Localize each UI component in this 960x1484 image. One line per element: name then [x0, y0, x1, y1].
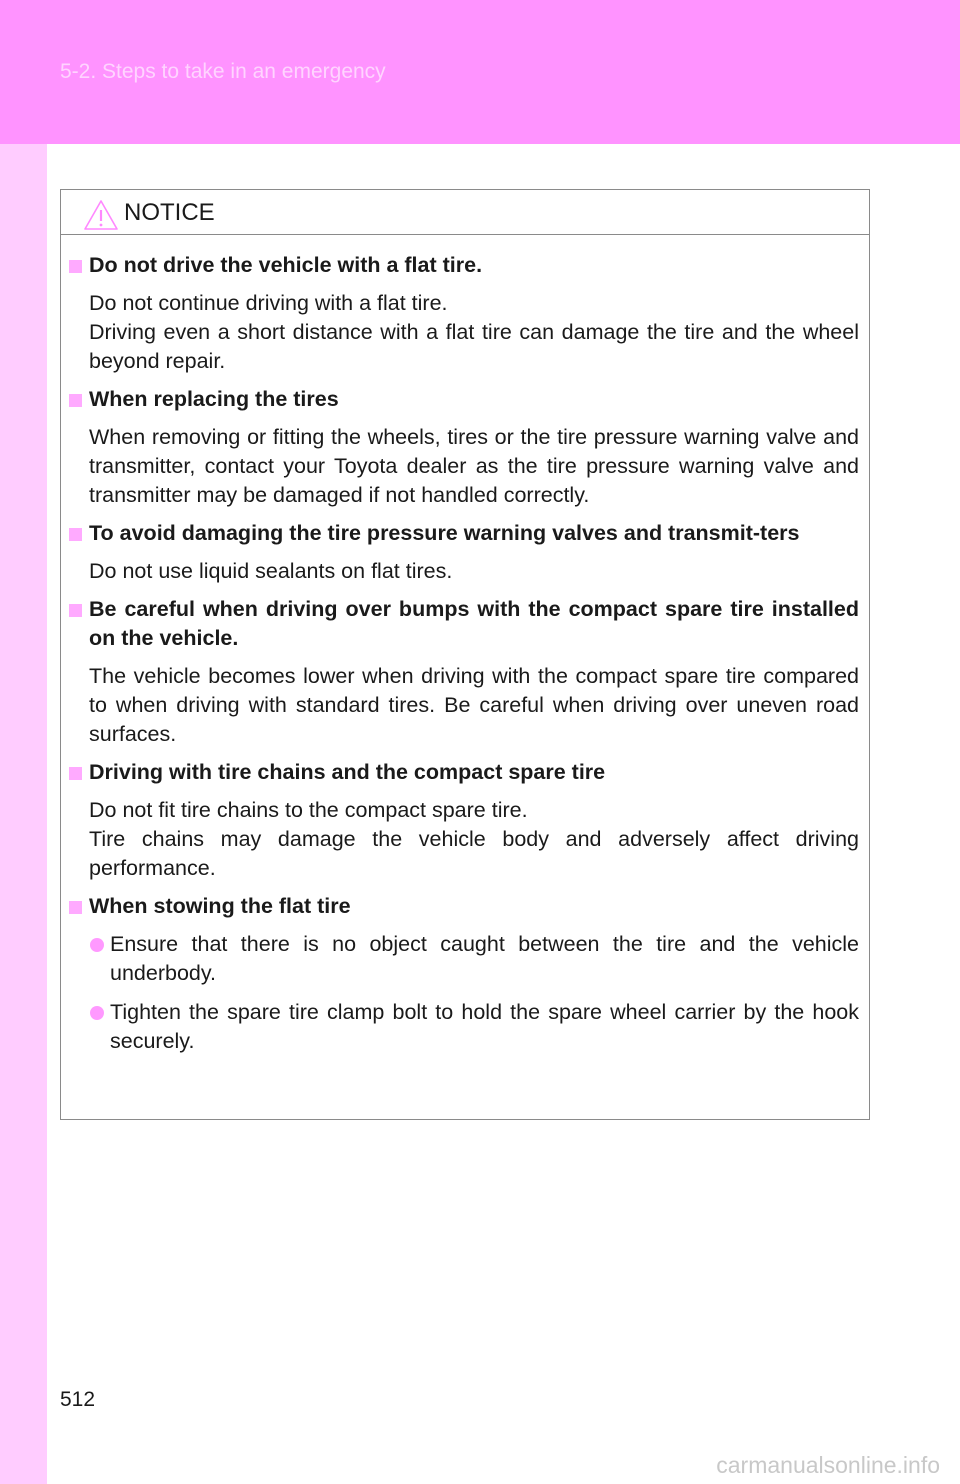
list-item: Tighten the spare tire clamp bolt to hold the spare wheel carrier by the hook securely.	[69, 998, 859, 1056]
section-title: 5-2. Steps to take in an emergency	[60, 60, 386, 83]
warning-triangle-icon	[83, 199, 119, 231]
section-paragraph: When removing or fitting the wheels, tires or the tire pressure warning valve and transmitter, contact your Toyota dealer as the tire pressure warning valve and transmitter may be damaged if not handled correctly.	[89, 425, 859, 507]
section-paragraph: Do not continue driving with a flat tire. Driving even a short distance with a flat tire can damage the tire and the wheel beyond repair.	[89, 291, 859, 373]
page-number: 512	[60, 1388, 96, 1411]
notice-header	[61, 190, 869, 235]
section-paragraph: The vehicle becomes lower when driving with the compact spare tire compared to when driving with standard tires. Be careful when driving over uneven road surfaces.	[89, 664, 859, 746]
notice-body	[61, 235, 869, 1056]
square-bullet-icon	[69, 260, 82, 273]
section-heading: Do not drive the vehicle with a flat tire.	[69, 251, 859, 280]
watermark: carmanualsonline.info	[716, 1452, 940, 1478]
circle-bullet-icon	[90, 1006, 104, 1020]
list-item: Ensure that there is no object caught between the tire and the vehicle underbody.	[69, 930, 859, 988]
square-bullet-icon	[69, 528, 82, 541]
square-bullet-icon	[69, 901, 82, 914]
section-heading: Driving with tire chains and the compact spare tire	[69, 758, 859, 787]
square-bullet-icon	[69, 767, 82, 780]
circle-bullet-icon	[90, 938, 104, 952]
section-heading: To avoid damaging the tire pressure warning valves and transmit-ters	[69, 519, 859, 548]
notice-label: NOTICE	[124, 199, 215, 226]
section-heading: When replacing the tires	[69, 385, 859, 414]
section-paragraph: Do not fit tire chains to the compact spare tire. Tire chains may damage the vehicle body and adversely affect driving performance.	[89, 798, 859, 880]
section-paragraph: Do not use liquid sealants on flat tires.	[89, 559, 453, 583]
notice-box	[60, 189, 870, 1120]
section-heading: Be careful when driving over bumps with the compact spare tire installed on the vehicle.	[69, 595, 859, 653]
section-heading: When stowing the flat tire	[69, 892, 859, 921]
page-header	[0, 0, 960, 144]
square-bullet-icon	[69, 604, 82, 617]
side-band	[0, 144, 47, 1484]
square-bullet-icon	[69, 394, 82, 407]
